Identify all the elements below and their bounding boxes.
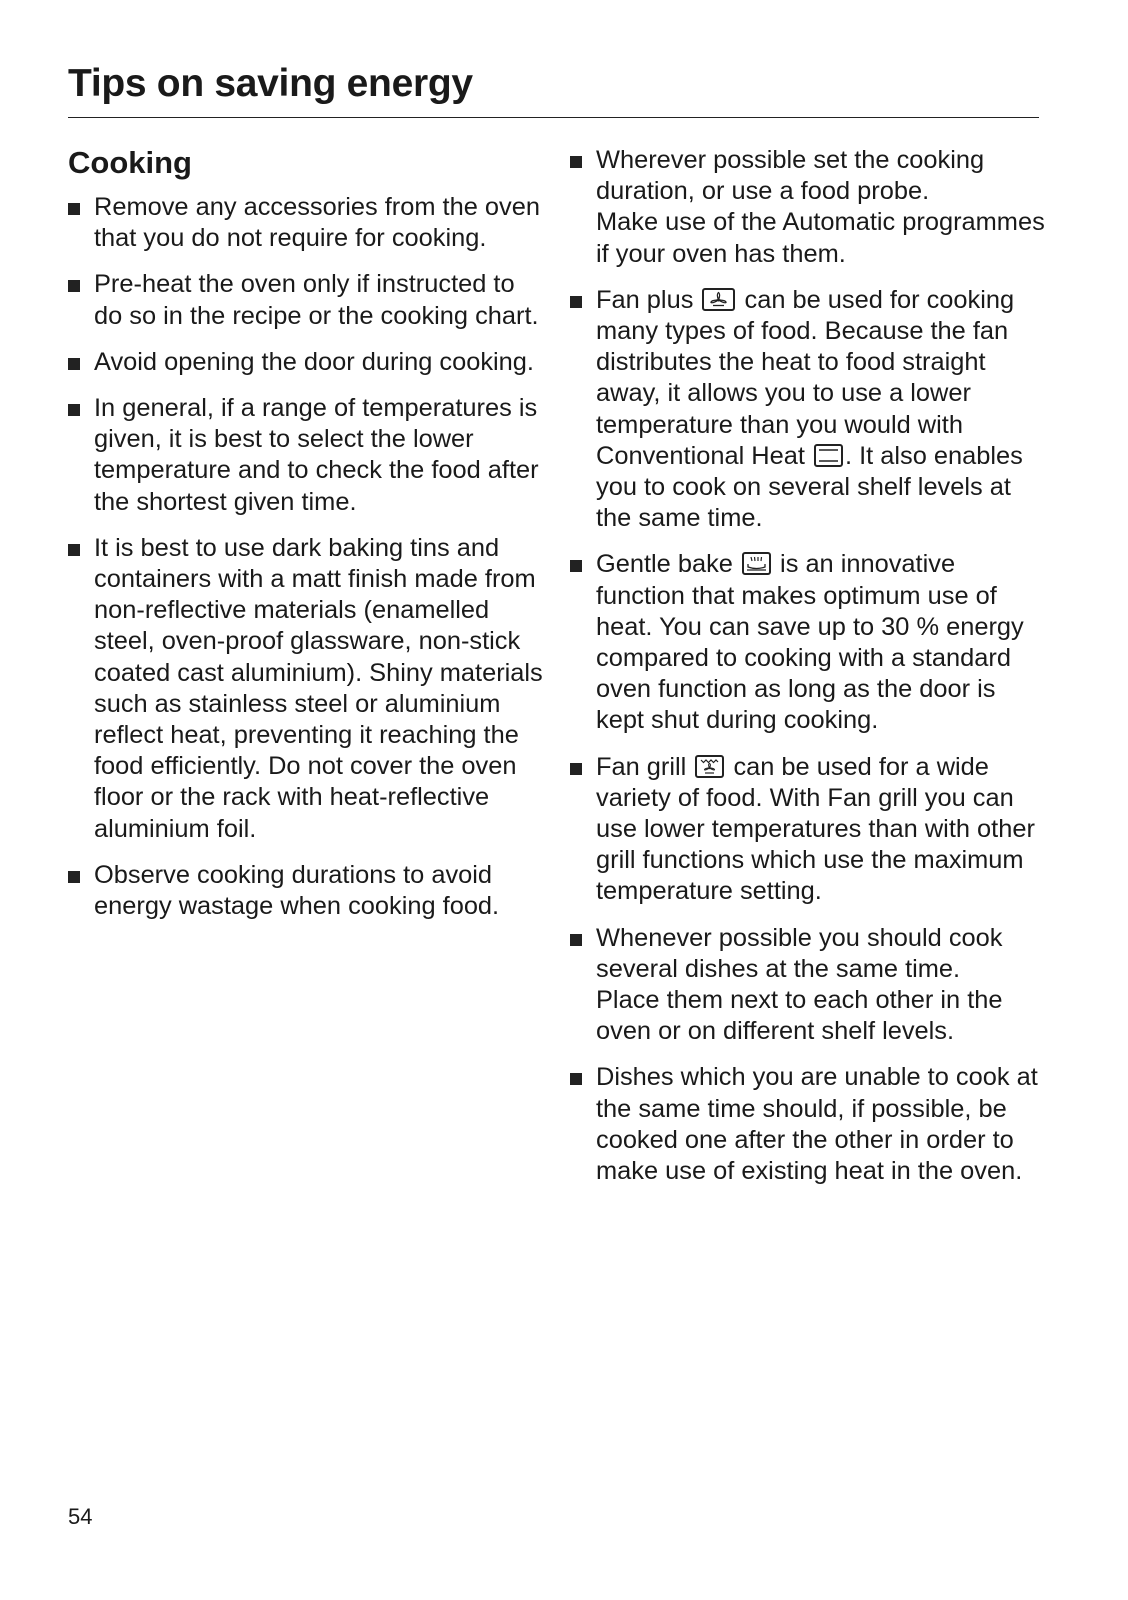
- bullet-square-icon: [68, 280, 80, 292]
- bullet-square-icon: [68, 544, 80, 556]
- list-item: [570, 752, 1050, 908]
- tip-text: Fan plus: [596, 285, 694, 314]
- list-item: [570, 923, 1050, 1048]
- fan-plus-icon: [702, 288, 735, 311]
- tip-text: can be used for a wide variety of food. With Fan grill you can use lower temperatures than with other grill functions which use the maximum temperature setting.: [596, 752, 1035, 906]
- tip-text: In general, if a range of temperatures is given, it is best to select the lower temperature and to check the food after the shortest given time.: [94, 394, 539, 516]
- bullet-square-icon: [570, 560, 582, 572]
- title-divider: [68, 117, 1039, 118]
- list-item: [68, 269, 548, 331]
- list-item: [570, 285, 1050, 535]
- bullet-square-icon: [68, 404, 80, 416]
- section-heading: Cooking: [68, 145, 192, 180]
- bullet-square-icon: [570, 296, 582, 308]
- bullet-square-icon: [570, 156, 582, 168]
- tip-text: Gentle bake: [596, 550, 733, 579]
- right-tips-list: [570, 145, 1050, 1202]
- list-item: [570, 145, 1050, 270]
- bullet-square-icon: [570, 763, 582, 775]
- conventional-heat-icon: [814, 444, 843, 467]
- fan-grill-icon: [695, 755, 724, 778]
- left-tips-list: [68, 192, 548, 937]
- tip-text: is an innovative function that makes optimum use of heat. You can save up to 30 % energy compared to cooking with a standard oven function as long as the door is kept shut during cooking.: [596, 550, 1024, 735]
- list-item: [68, 192, 548, 254]
- page-title: Tips on saving energy: [68, 62, 473, 105]
- tip-text: Remove any accessories from the oven that you do not require for cooking.: [94, 193, 540, 253]
- bullet-square-icon: [570, 934, 582, 946]
- bullet-square-icon: [570, 1073, 582, 1085]
- bullet-square-icon: [68, 871, 80, 883]
- bullet-square-icon: [68, 358, 80, 370]
- page-number: 54: [68, 1504, 93, 1529]
- tip-text: Pre-heat the oven only if instructed to do so in the recipe or the cooking chart.: [94, 270, 539, 330]
- tip-text: . It also enables you to cook on several shelf levels at the same time.: [596, 441, 1023, 533]
- bullet-square-icon: [68, 203, 80, 215]
- tip-text: Observe cooking durations to avoid energy wastage when cooking food.: [94, 860, 500, 921]
- tip-text: It is best to use dark baking tins and containers with a matt finish made from non-reflective materials (enamelled steel, oven-proof glassware, non-stick coated cast aluminium). Shiny materials such as stainless steel or aluminium reflect heat, preventing it reaching the food efficiently. Do not cover the oven floor or the rack with heat-reflective aluminium foil.: [94, 533, 543, 843]
- tip-text: Fan grill: [596, 752, 687, 781]
- tip-text: Wherever possible set the cooking duration, or use a food probe.: [596, 146, 985, 206]
- list-item: [68, 860, 548, 922]
- tip-text: Make use of the Automatic programmes if your oven has them.: [596, 208, 1045, 268]
- list-item: [570, 1062, 1050, 1187]
- list-item: [570, 549, 1050, 736]
- tip-text: Whenever possible you should cook several dishes at the same time.: [596, 923, 1003, 983]
- tip-text: Avoid opening the door during cooking.: [94, 347, 534, 376]
- list-item: [68, 533, 548, 845]
- tip-text: Place them next to each other in the oven or on different shelf levels.: [596, 986, 1003, 1046]
- tip-text: can be used for cooking many types of food. Because the fan distributes the heat to food straight away, it allows you to use a lower temperature than you would with Conventional Heat: [596, 285, 1015, 470]
- list-item: [68, 393, 548, 518]
- gentle-bake-icon: [742, 552, 771, 575]
- list-item: [68, 347, 548, 378]
- tip-text: Dishes which you are unable to cook at the same time should, if possible, be cooked one after the other in order to make use of existing heat in the oven.: [596, 1063, 1038, 1186]
